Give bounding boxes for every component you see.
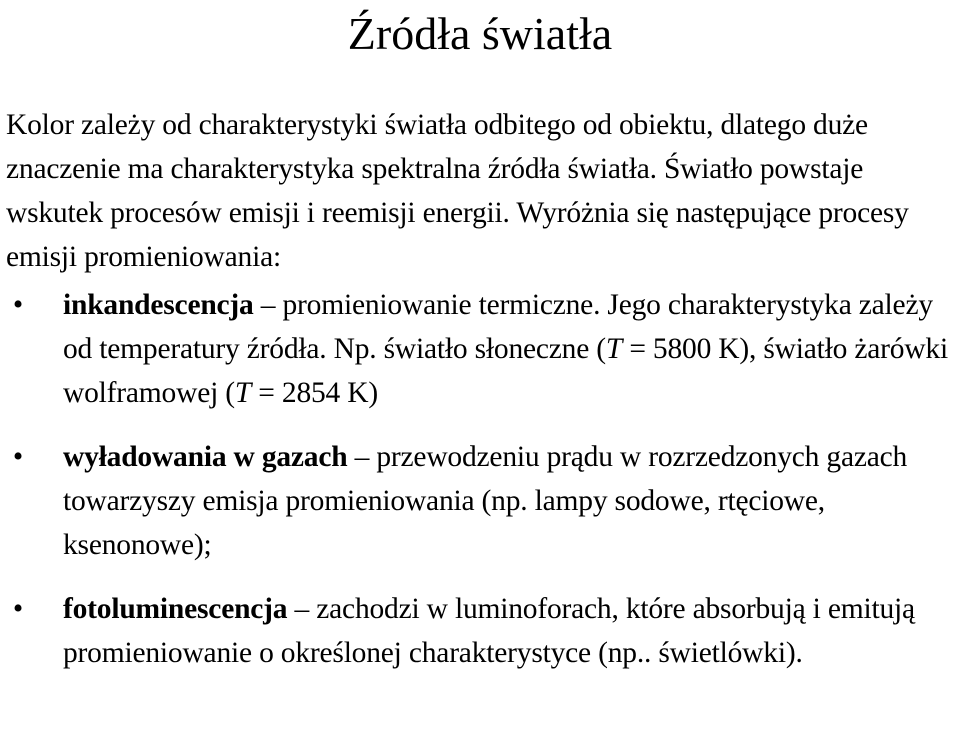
bullet-text: – promieniowanie termiczne. Jego charakterystyka zależy od temperatury źródła. Np. światło słoneczne ( [63, 289, 933, 365]
bullet-item-fotoluminescencja [0, 587, 948, 675]
bullet-list [0, 283, 960, 675]
temperature-variable: T [605, 333, 623, 365]
intro-paragraph: Kolor zależy od charakterystyki światła odbitego od obiektu, dlatego duże znaczenie ma charakterystyka spektralna źródła światła. Światło powstaje wskutek procesów emisji i reemisji energii. Wyróżnia się następujące procesy emisji promieniowania: [6, 109, 909, 273]
temperature-variable: T [234, 377, 252, 409]
bullet-text: – przewodzeniu prądu w rozrzedzonych gazach towarzyszy emisja promieniowania (np. lampy sodowe, rtęciowe, ksenonowe); [63, 441, 908, 561]
bullet-text: = 2854 K) [251, 377, 378, 409]
bullet-text: = 5800 K), światło żarówki wolframowej ( [63, 333, 948, 409]
bullet-text: – zachodzi w luminoforach, które absorbują i emitują promieniowanie o określonej charakterystyce (np.. świetlówki). [63, 593, 915, 669]
bullet-icon: • [12, 441, 24, 473]
bullet-item-inkandescencja [0, 283, 948, 415]
slide-title: Źródła światła [347, 8, 613, 59]
bullet-term: wyładowania w gazach [63, 441, 348, 473]
bullet-icon: • [12, 289, 24, 321]
bullet-icon: • [12, 593, 24, 625]
bullet-term: inkandescencja [63, 289, 254, 321]
bullet-item-wyladowania [0, 435, 948, 567]
bullet-term: fotoluminescencja [63, 593, 288, 625]
